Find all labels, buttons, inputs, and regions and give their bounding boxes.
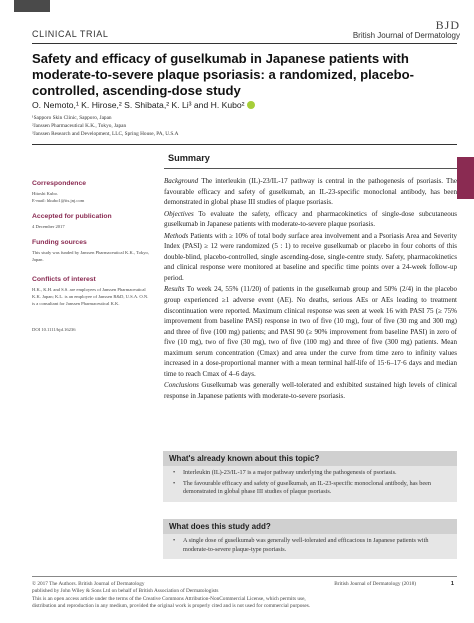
methods-label: Methods bbox=[164, 231, 189, 240]
affiliation-3: ³Janssen Research and Development, LLC, Spring House, PA, U.S.A bbox=[32, 131, 179, 137]
accepted-heading: Accepted for publication bbox=[32, 213, 112, 220]
funding-text: This study was funded by Janssen Pharmaceutical K.K., Tokyo, Japan. bbox=[32, 250, 149, 262]
objectives-text: To evaluate the safety, efficacy and pharmacokinetics of single-dose subcutaneous guselkumab in Japanese patients with moderate-to-severe plaque psoriasis. bbox=[164, 209, 457, 229]
article-title: Safety and efficacy of guselkumab in Japanese patients with moderate-to-severe plaque psoriasis: a randomized, placebo-controlled, ascending-dose study bbox=[32, 51, 415, 98]
author-list bbox=[32, 100, 255, 110]
already-known-heading: What's already known about this topic? bbox=[163, 451, 457, 466]
section-label: CLINICAL TRIAL bbox=[32, 29, 109, 39]
abstract-conclusions bbox=[164, 380, 457, 401]
header-rule bbox=[32, 43, 457, 44]
journal-name: British Journal of Dermatology bbox=[352, 31, 460, 40]
abstract-objectives bbox=[164, 209, 457, 230]
funding-heading: Funding sources bbox=[32, 239, 87, 246]
already-known-box bbox=[163, 451, 457, 502]
authors-text: O. Nemoto,¹ K. Hirose,² S. Shibata,² K. Li³ and H. Kubo² bbox=[32, 100, 245, 110]
list-item: • The favourable efficacy and safety of guselkumab, an IL-23-specific monoclonal antibody, has been demonstrated in global phase III studies of plaque psoriasis. bbox=[169, 480, 451, 497]
conflicts-heading: Conflicts of interest bbox=[32, 276, 96, 283]
footer-journal-ref: British Journal of Dermatology (2018) bbox=[334, 581, 416, 587]
objectives-label: Objectives bbox=[164, 209, 194, 218]
conflicts-text: H.K., K.H. and S.S. are employees of Janssen Pharmaceutical K.K. Japan; K.L. is an employee of Janssen R&D, U.S.A. O.N. is a consultant for Janssen Pharmaceutical K.K. bbox=[32, 287, 149, 306]
summary-heading-rule bbox=[164, 168, 457, 169]
list-item: • A single dose of guselkumab was generally well-tolerated and efficacious in Japanese patients with moderate-to-severe plaque-type psoriasis. bbox=[169, 537, 451, 554]
study-adds-heading: What does this study add? bbox=[163, 519, 457, 534]
correspondence-heading: Correspondence bbox=[32, 180, 87, 187]
abstract-body bbox=[164, 176, 457, 402]
methods-text: Patients with ≥ 10% of total body surface area involvement and a Psoriasis Area and Severity Index (PASI) ≥ 12 were randomized (5 : 1) to receive guselkumab or placebo in four cohorts of this double-blind, placebo-controlled, single ascending-dose, single-centre study. Safety, pharmacokinetics and clinical response were monitored at baseline and specific time points over a 24-week follow-up period. bbox=[164, 231, 457, 282]
study-adds-box bbox=[163, 519, 457, 559]
abstract-methods bbox=[164, 231, 457, 284]
correspondence-name: Hitoshi Kubo. bbox=[32, 191, 59, 196]
orcid-icon[interactable] bbox=[247, 101, 255, 109]
study-adds-list bbox=[163, 534, 457, 559]
summary-heading: Summary bbox=[168, 153, 210, 163]
page-number: 1 bbox=[450, 581, 454, 587]
background-text: The interleukin (IL)-23/IL-17 pathway is central in the pathogenesis of psoriasis. The favourable efficacy and safety of guselkumab, an IL-23-specific monoclonal antibody, has been demonstrated in global phase III studies of plaque psoriasis. bbox=[164, 177, 458, 207]
conclusions-text: Guselkumab was generally well-tolerated and exhibited sustained high levels of clinical response in Japanese patients with moderate-to-severe psoriasis. bbox=[164, 381, 457, 400]
results-label: Results bbox=[164, 285, 185, 294]
conclusions-label: Conclusions bbox=[164, 381, 199, 390]
already-known-list bbox=[163, 466, 457, 502]
footer-publisher: published by John Wiley & Sons Ltd on behalf of British Association of Dermatologists bbox=[32, 588, 219, 594]
summary-top-rule bbox=[32, 144, 457, 145]
abstract-results bbox=[164, 284, 457, 379]
footer-copyright: © 2017 The Authors. British Journal of Dermatology bbox=[32, 581, 145, 587]
footer-license-cont: distribution and reproduction in any medium, provided the original work is properly cited and is not used for commercial purposes. bbox=[32, 603, 311, 609]
affiliation-2: ²Janssen Pharmaceutical K.K., Tokyo, Japan bbox=[32, 123, 127, 129]
doi-link[interactable]: DOI 10.1111/bjd.16236 bbox=[32, 327, 76, 332]
journal-logo: BJD bbox=[435, 18, 460, 32]
accepted-date: 4 December 2017 bbox=[32, 224, 65, 229]
footer-license: This is an open access article under the terms of the Creative Commons Attribution-NonCommercial License, which permits use, bbox=[32, 596, 306, 602]
header-accent-bar bbox=[14, 0, 50, 12]
list-item: • Interleukin (IL)-23/IL-17 is a major pathway underlying the pathogenesis of psoriasis. bbox=[169, 469, 451, 478]
correspondence-email[interactable]: E-mail: hkubo1@its.jnj.com bbox=[32, 198, 85, 203]
results-text: To week 24, 55% (11/20) of patients in the guselkumab group and 50% (2/4) in the placebo group experienced ≥1 adverse event (AE). No deaths, serious AEs or AEs leading to treatment discontinuation were reported. Maximum clinical response was seen at week 16 with PASI 75 (≥ 75% improvement from baseline PASI) response in two of five (10 mg), four of five (30 mg and 300 mg) and three of five (100 mg) patients; and PASI 90 (≥ 90% improvement from baseline PASI) in zero of five (10 mg), two of five (30 mg), two of five (100 mg) and three of five (300 mg) patients. Mean maximum serum concentration (Cmax) and area under the curve from time zero to infinity values increased in a dose-proportional manner with a mean terminal half-life of 15·6–17·6 days and median time to reach Cmax of 4–6 days. bbox=[164, 285, 458, 378]
affiliation-1: ¹Sapporo Skin Clinic, Sapporo, Japan bbox=[32, 115, 112, 121]
abstract-background bbox=[164, 176, 457, 208]
side-section-tab bbox=[457, 157, 474, 199]
footer-rule bbox=[32, 576, 457, 577]
background-label: Background bbox=[164, 177, 199, 185]
